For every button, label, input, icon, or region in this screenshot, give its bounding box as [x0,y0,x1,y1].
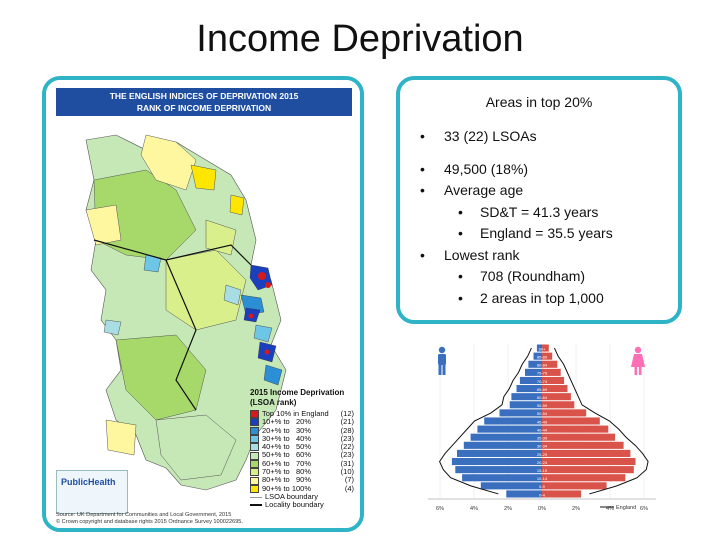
legend-title [250,388,354,408]
age-group-label: 5-9 [539,484,545,490]
female-bar [542,426,608,433]
female-bar [542,409,586,416]
legend-count: (23) [340,450,354,460]
legend-count: (10) [340,467,354,477]
age-group-label: 25-29 [536,451,548,457]
male-bar [471,434,542,441]
bullet-population: • 49,500 (18%) [420,159,613,181]
female-bar [542,458,636,465]
lowest-rank-text: Lowest rank [444,246,520,263]
age-group-label: 30-34 [536,443,548,449]
map-header [56,88,352,116]
male-bar [500,409,543,416]
male-bar [484,417,542,424]
legend-row-locality [250,501,354,509]
age-group-label: 20-24 [536,459,548,465]
legend-count: (23) [340,433,354,443]
bullet-average-age: • Average age [420,180,613,202]
england-legend-label: England [616,505,637,511]
population-pyramid [424,338,660,520]
age-group-label: 80-84 [536,362,548,368]
top-thousand-text: 2 areas in top 1,000 [480,289,604,306]
legend-label: 80+% to 90% [262,475,311,485]
age-group-label: 45-49 [536,419,548,425]
legend-swatch [250,418,259,426]
legend-count: (21) [340,417,354,427]
public-health-logo-text: PublicHealth [61,477,116,487]
legend-count: (7) [344,475,354,485]
pyramid-x-tick: 6% [436,506,444,512]
top20-info-box [396,76,682,324]
population-text: 49,500 (18%) [444,160,529,177]
legend-swatch [250,443,259,451]
age-group-label: 60-64 [536,395,548,401]
legend-label: 10+% to 20% [262,417,311,427]
bullet-lsoas: • 33 (22) LSOAs [420,126,613,148]
female-bar [542,450,630,457]
female-bar [542,466,634,473]
age-group-label: 75-79 [536,370,548,376]
age-group-label: 90+ [538,346,546,352]
age-group-label: 65-69 [536,386,548,392]
age-group-label: 10-14 [536,476,548,482]
map-source-line2: © Crown copyright and database rights 2015 Ordnance Survey 100022695. [56,519,243,525]
legend-swatch [250,427,259,435]
legend-count: (31) [340,458,354,468]
age-group-label: 35-39 [536,435,548,441]
deprivation-map-panel [42,76,364,532]
age-group-label: 85-89 [536,354,548,360]
pyramid-x-tick: 0% [538,506,546,512]
age-group-label: 0-4 [539,492,545,498]
legend-title-line2: (LSOA rank) [250,398,297,407]
legend-count: (28) [340,425,354,435]
pyramid-x-tick: 4% [470,506,478,512]
locality-line-swatch [250,504,262,506]
male-bar [481,482,542,489]
legend-title-line1: 2015 Income Deprivation [250,388,345,397]
male-bar [462,474,542,481]
female-bar [542,417,600,424]
female-bar [542,490,581,497]
female-bar [542,482,607,489]
male-bar [506,490,542,497]
legend-swatch [250,410,259,418]
bullet-top-thousand: • 2 areas in top 1,000 [420,288,613,310]
slide-title: Income Deprivation [196,18,524,60]
map-header-line1: THE ENGLISH INDICES OF DEPRIVATION 2015 [109,91,299,101]
legend-swatch [250,468,259,476]
map-source [56,512,356,526]
pyramid-x-tick: 4% [606,506,614,512]
legend-swatch [250,460,259,468]
legend-label: 20+% to 30% [262,425,311,435]
legend-label: 50+% to 60% [262,450,311,460]
age-group-label: 50-54 [536,411,548,417]
legend-rows [250,410,354,493]
legend-count: (4) [344,483,354,493]
pyramid-x-tick: 2% [572,506,580,512]
male-bar [457,450,542,457]
map-header-line2: RANK OF INCOME DEPRIVATION [136,103,272,113]
map-legend [250,388,354,510]
age-group-label: 15-19 [536,467,548,473]
average-age-text: Average age [444,182,524,198]
bullet-sdt-age: • SD&T = 41.3 years [420,202,613,224]
male-bar [455,466,542,473]
legend-label: 40+% to 50% [262,442,311,452]
legend-swatch [250,452,259,460]
age-group-label: 70-74 [536,378,548,384]
legend-swatch [250,485,259,493]
locality-boundary-label: Locality boundary [265,500,324,510]
info-title: Areas in top 20% [485,94,593,110]
rank-value-text: 708 (Roundham) [480,268,586,284]
lsoas-text: 33 (22) LSOAs [444,128,537,144]
legend-count: (12) [340,409,354,418]
legend-label: Top 10% in England [262,409,329,418]
lsoa-line-swatch [250,497,262,498]
sdt-age-text: SD&T = 41.3 years [480,203,599,220]
legend-swatch [250,477,259,485]
legend-label: 90+% to 100% [262,483,311,493]
bullet-rank-value: • 708 (Roundham) [420,266,613,288]
pyramid-x-tick: 6% [640,506,648,512]
legend-label: 30+% to 40% [262,433,311,443]
age-group-label: 40-44 [536,427,548,433]
info-bullets [420,126,613,309]
male-bar [452,458,542,465]
legend-count: (22) [340,442,354,452]
legend-swatch [250,435,259,443]
bullet-england-age: • England = 35.5 years [420,223,613,245]
map-source-line1: Source: UK Department for Communities and Local Government, 2015 [56,512,232,518]
public-health-logo [56,470,128,514]
legend-label: 70+% to 80% [262,467,311,477]
england-age-text: England = 35.5 years [480,225,613,241]
legend-label: 60+% to 70% [262,458,311,468]
lsoa-boundary-label: LSOA boundary [265,491,318,501]
male-bar [477,426,542,433]
male-bar [464,442,542,449]
female-bar [542,434,615,441]
age-group-label: 55-59 [536,403,548,409]
bullet-lowest-rank: • Lowest rank [420,245,613,267]
female-bar [542,474,625,481]
pyramid-x-tick: 2% [504,506,512,512]
female-bar [542,442,624,449]
